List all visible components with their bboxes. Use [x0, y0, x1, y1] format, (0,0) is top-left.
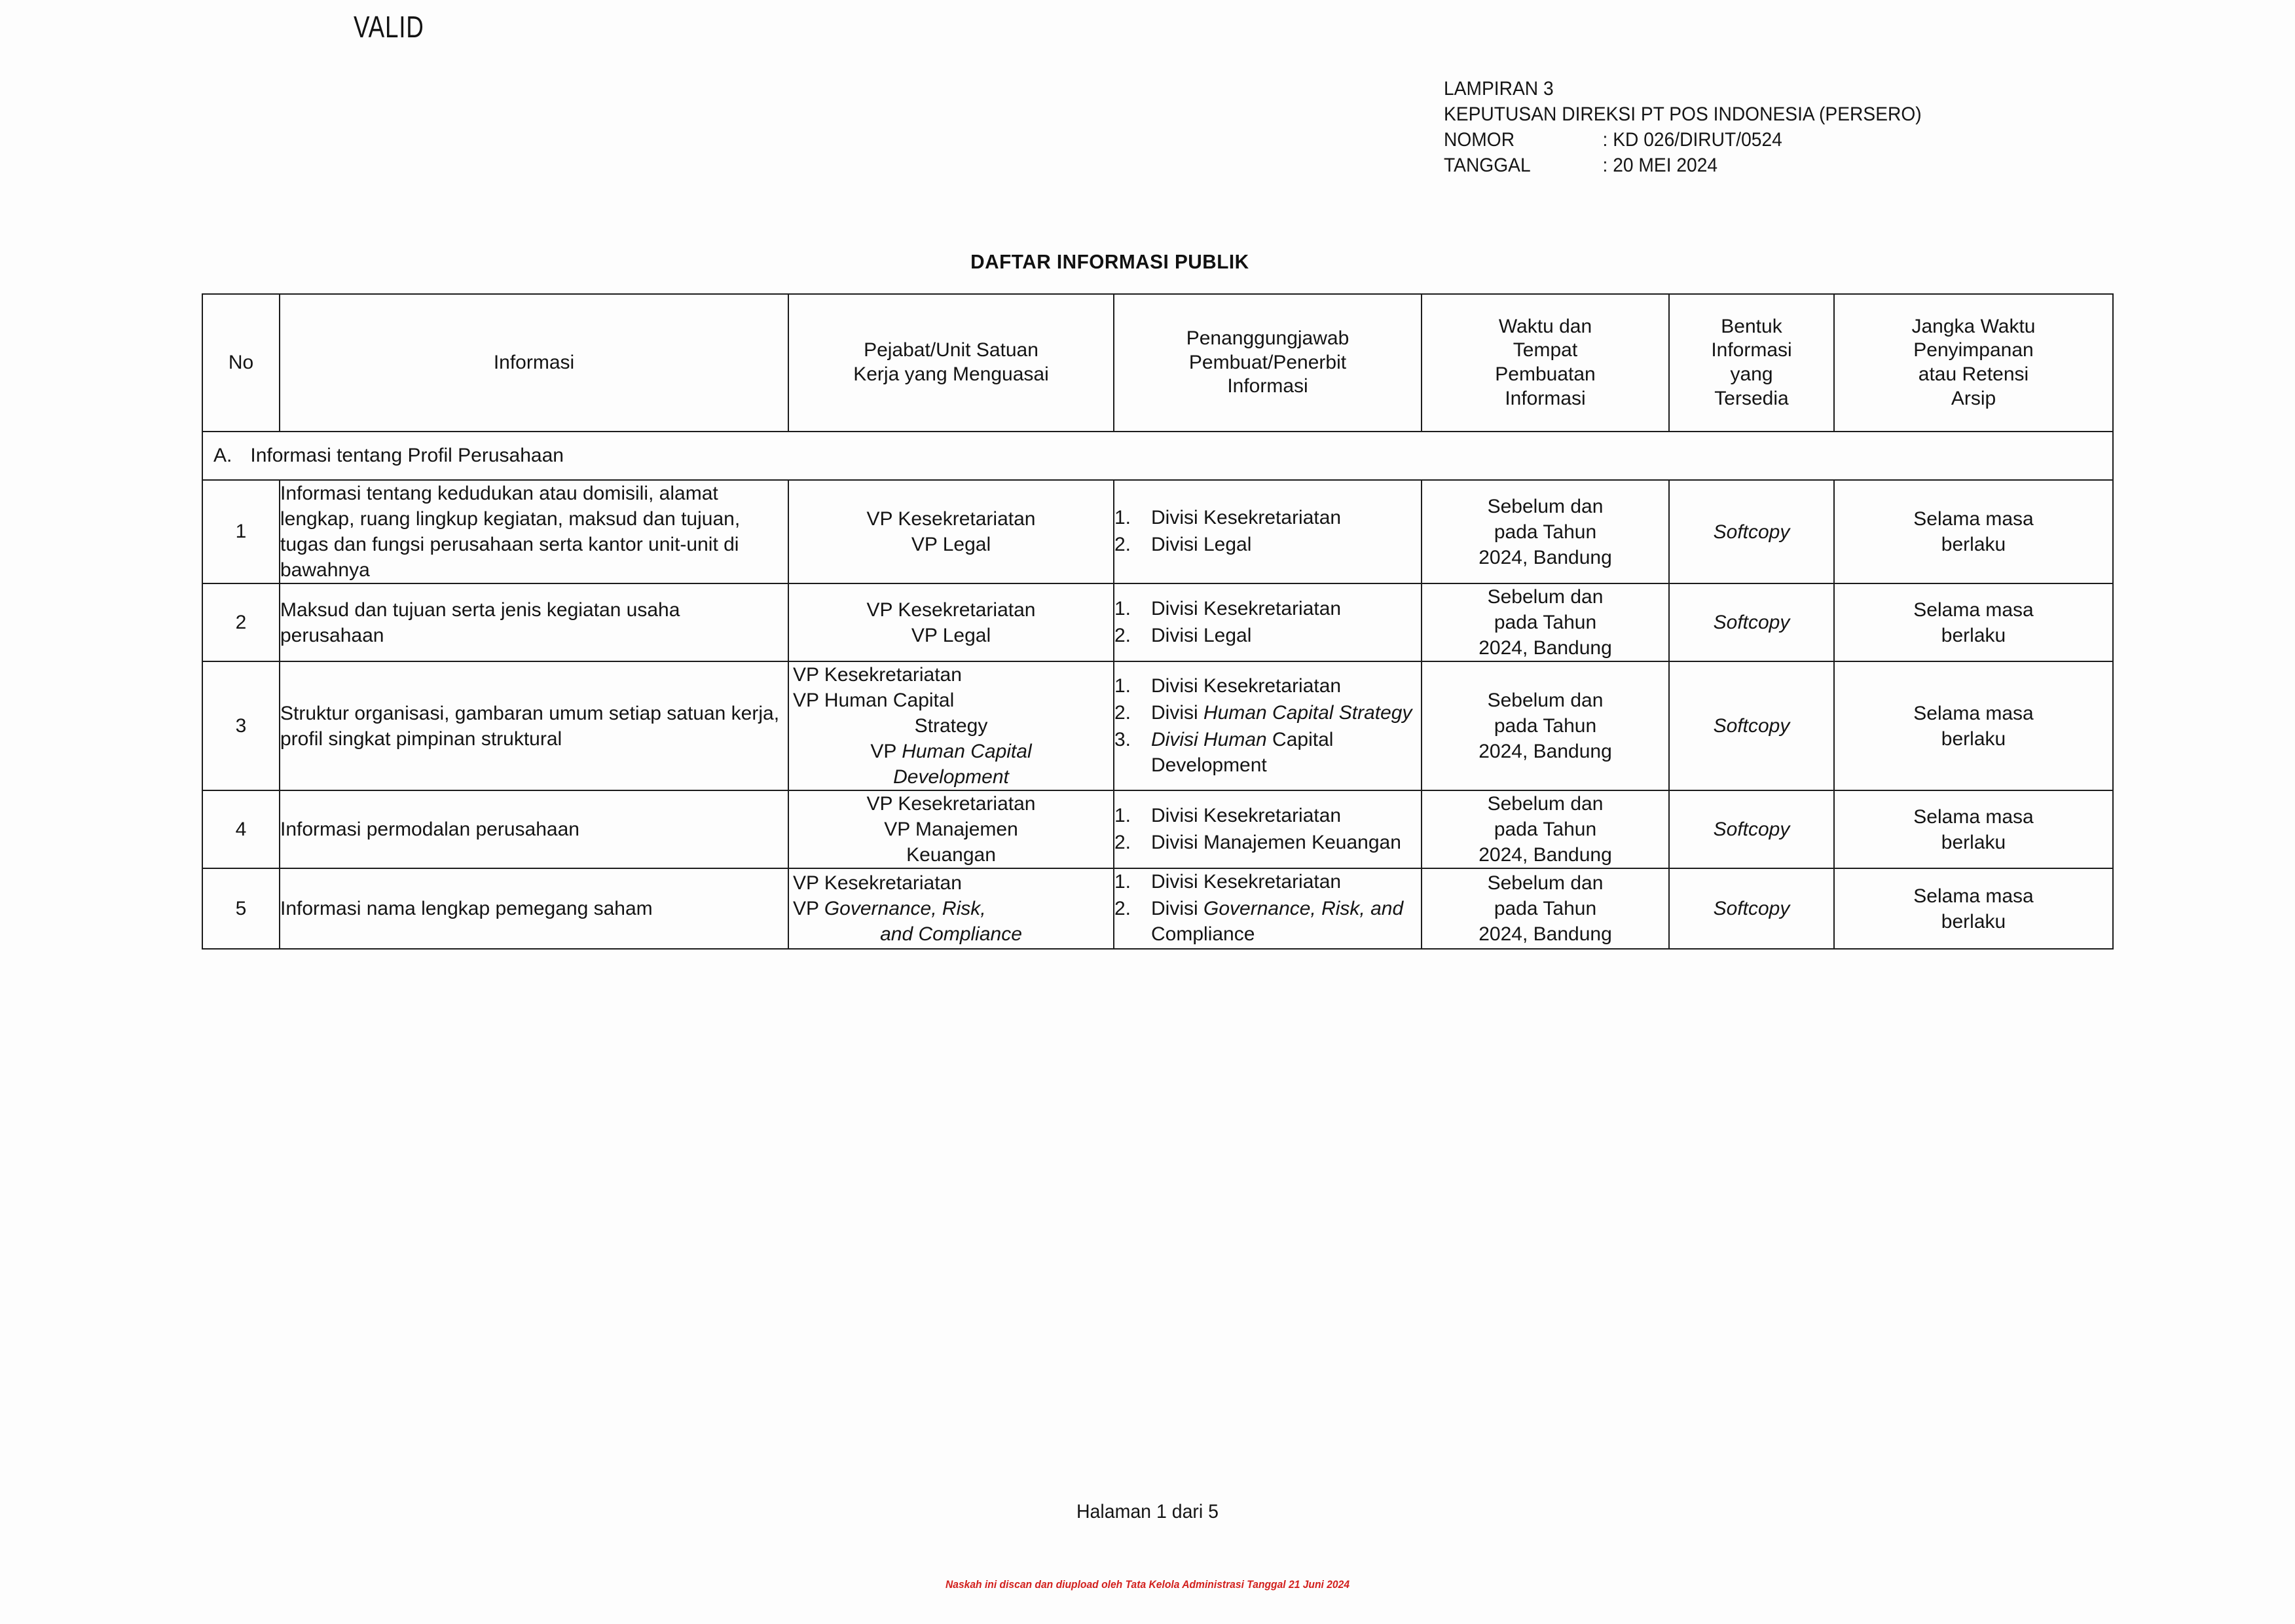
- cell-pejabat: [788, 868, 1114, 949]
- header-line: Tersedia: [1714, 387, 1789, 409]
- cell-no: 4: [202, 790, 280, 868]
- cell-line: Sebelum dan: [1487, 690, 1604, 711]
- list-text: Divisi Governance, Risk, and Compliance: [1151, 898, 1404, 945]
- header-line: atau Retensi: [1918, 363, 2029, 385]
- table-row: [202, 790, 2113, 868]
- column-header-informasi: Informasi: [280, 294, 788, 432]
- list-item: [1114, 896, 1421, 947]
- list-marker: 1.: [1114, 804, 1131, 826]
- cell-jangka: [1834, 480, 2113, 583]
- list-item: [1114, 869, 1421, 895]
- cell-penanggungjawab: [1114, 583, 1422, 661]
- table-body: [202, 432, 2113, 949]
- cell-penanggungjawab: [1114, 661, 1422, 790]
- page-title-text: DAFTAR INFORMASI PUBLIK: [970, 250, 1249, 273]
- cell-bentuk: [1669, 480, 1834, 583]
- table-row: [202, 480, 2113, 583]
- list-marker: 2.: [1114, 831, 1131, 853]
- cell-line: 2024, Bandung: [1478, 923, 1612, 945]
- pejabat-line: VP Kesekretariatan: [793, 872, 962, 894]
- cell-jangka: [1834, 661, 2113, 790]
- header-line: Informasi: [1227, 375, 1308, 397]
- bentuk-value: Softcopy: [1713, 521, 1790, 543]
- list-text: Divisi Kesekretariatan: [1151, 871, 1342, 893]
- page-number-footer: Halaman 1 dari 5: [1076, 1501, 1219, 1522]
- cell-jangka: [1834, 868, 2113, 949]
- column-header-pejabat-lines: [789, 339, 1113, 386]
- list-marker: 1.: [1114, 674, 1131, 697]
- header-line: Bentuk: [1721, 315, 1782, 337]
- cell-pejabat: [788, 790, 1114, 868]
- list-marker: 1.: [1114, 507, 1131, 528]
- cell-penanggungjawab: [1114, 480, 1422, 583]
- cell-line: berlaku: [1941, 624, 2006, 646]
- cell-line: pada Tahun: [1494, 521, 1597, 543]
- section-cell: [202, 432, 2113, 480]
- column-header-bentuk-lines: [1670, 315, 1833, 411]
- tanggal-line: [1444, 153, 1922, 178]
- cell-no: 3: [202, 661, 280, 790]
- pejabat-line: VP Legal: [911, 534, 991, 555]
- cell-waktu: [1422, 868, 1669, 949]
- header-line: Pembuat/Penerbit: [1188, 351, 1347, 373]
- pejabat-line: Strategy: [914, 715, 988, 737]
- valid-stamp: VALID: [354, 10, 424, 44]
- public-information-table-wrap: [202, 293, 2112, 950]
- list-marker: 2.: [1114, 701, 1131, 724]
- cell-penanggungjawab: [1114, 790, 1422, 868]
- cell-informasi: Informasi tentang kedudukan atau domisili, alamat lengkap, ruang lingkup kegiatan, maksud dan tujuan, tugas dan fungsi perusahaan serta kantor unit-unit di bawahnya: [280, 480, 788, 583]
- column-header-no: No: [202, 294, 280, 432]
- cell-informasi: Maksud dan tujuan serta jenis kegiatan usaha perusahaan: [280, 583, 788, 661]
- pejabat-line: VP Kesekretariatan: [793, 664, 962, 686]
- cell-line: berlaku: [1941, 910, 2006, 932]
- cell-waktu: [1422, 583, 1669, 661]
- bentuk-value: Softcopy: [1713, 612, 1790, 633]
- cell-line: pada Tahun: [1494, 898, 1597, 919]
- list-text: Divisi Human Capital Development: [1151, 728, 1334, 776]
- column-header-jangka-lines: [1835, 315, 2112, 411]
- list-marker: 1.: [1114, 597, 1131, 619]
- cell-line: Sebelum dan: [1487, 586, 1604, 608]
- cell-line: Sebelum dan: [1487, 793, 1604, 815]
- cell-informasi: Struktur organisasi, gambaran umum setiap satuan kerja, profil singkat pimpinan struktural: [280, 661, 788, 790]
- table-header: [202, 294, 2113, 432]
- cell-line: Sebelum dan: [1487, 495, 1604, 517]
- cell-no: 5: [202, 868, 280, 949]
- cell-jangka: [1834, 790, 2113, 868]
- pejabat-line: VP Human Capital: [793, 690, 955, 711]
- list-text: Divisi Kesekretariatan: [1151, 597, 1342, 619]
- table-header-row: [202, 294, 2113, 432]
- pejabat-line: VP Kesekretariatan: [866, 599, 1036, 621]
- header-line: Waktu dan: [1498, 315, 1592, 337]
- list-item: [1114, 700, 1421, 726]
- document-header-block: [1444, 76, 1922, 178]
- column-header-penanggungjawab-lines: [1114, 327, 1421, 399]
- cell-line: pada Tahun: [1494, 819, 1597, 840]
- list-text: Divisi Legal: [1151, 624, 1252, 646]
- cell-line: Selama masa: [1913, 599, 2034, 621]
- cell-waktu: [1422, 661, 1669, 790]
- header-line: Pejabat/Unit Satuan: [864, 339, 1038, 361]
- cell-waktu: [1422, 480, 1669, 583]
- header-line: Pembuatan: [1495, 363, 1596, 385]
- cell-line: Selama masa: [1913, 805, 2034, 828]
- pejabat-line: and Compliance: [880, 923, 1022, 945]
- list-text: Divisi Kesekretariatan: [1151, 507, 1342, 528]
- column-header-penanggungjawab: [1114, 294, 1422, 432]
- list-text: Divisi Kesekretariatan: [1151, 674, 1342, 697]
- header-line: Penanggungjawab: [1186, 327, 1349, 350]
- cell-pejabat: [788, 480, 1114, 583]
- list-item: [1114, 505, 1421, 530]
- header-line: Informasi: [1505, 387, 1586, 409]
- pejabat-line: VP Kesekretariatan: [866, 508, 1036, 530]
- header-line: Arsip: [1951, 387, 1996, 409]
- cell-line: Selama masa: [1913, 702, 2034, 724]
- cell-line: pada Tahun: [1494, 715, 1597, 737]
- list-marker: 2.: [1114, 624, 1131, 646]
- column-header-jangka: [1834, 294, 2113, 432]
- list-text: Divisi Manajemen Keuangan: [1151, 831, 1401, 853]
- cell-bentuk: [1669, 661, 1834, 790]
- cell-bentuk: [1669, 868, 1834, 949]
- cell-bentuk: [1669, 790, 1834, 868]
- section-row: [202, 432, 2113, 480]
- tanggal-key: TANGGAL: [1444, 155, 1531, 176]
- header-line: Penyimpanan: [1913, 339, 2034, 361]
- list-item: [1114, 727, 1421, 778]
- keputusan-line: KEPUTUSAN DIREKSI PT POS INDONESIA (PERSERO): [1444, 103, 1922, 125]
- pejabat-line: VP Legal: [911, 624, 991, 646]
- header-line: yang: [1730, 363, 1773, 385]
- list-marker: 3.: [1114, 728, 1131, 750]
- section-letter: A.: [213, 445, 232, 466]
- cell-line: 2024, Bandung: [1478, 741, 1612, 762]
- list-item: [1114, 596, 1421, 621]
- list-marker: 1.: [1114, 871, 1131, 893]
- cell-line: berlaku: [1941, 534, 2006, 555]
- section-label: Informasi tentang Profil Perusahaan: [250, 445, 564, 466]
- column-header-waktu-lines: [1422, 315, 1668, 411]
- pejabat-line: VP Kesekretariatan: [866, 793, 1036, 815]
- list-item: [1114, 803, 1421, 828]
- pejabat-line: Keuangan: [906, 844, 996, 866]
- bentuk-value: Softcopy: [1713, 819, 1790, 840]
- page-title: [46, 250, 2249, 274]
- pejabat-line: VP Manajemen: [884, 819, 1018, 840]
- pejabat-line: VP Governance, Risk,: [793, 898, 986, 919]
- cell-waktu: [1422, 790, 1669, 868]
- list-text: Divisi Kesekretariatan: [1151, 804, 1342, 826]
- cell-line: 2024, Bandung: [1478, 844, 1612, 866]
- cell-pejabat: [788, 661, 1114, 790]
- cell-line: pada Tahun: [1494, 612, 1597, 633]
- nomor-line: [1444, 127, 1922, 153]
- table-row: [202, 661, 2113, 790]
- cell-line: berlaku: [1941, 728, 2006, 750]
- cell-line: Selama masa: [1913, 508, 2034, 530]
- header-line: Jangka Waktu: [1911, 315, 2036, 337]
- lampiran-line: LAMPIRAN 3: [1444, 78, 1554, 100]
- scan-upload-note: Naskah ini discan dan diupload oleh Tata Kelola Administrasi Tanggal 21 Juni 2024: [945, 1578, 1350, 1591]
- header-line: Informasi: [1711, 339, 1792, 361]
- cell-informasi: Informasi permodalan perusahaan: [280, 790, 788, 868]
- cell-line: Sebelum dan: [1487, 872, 1604, 894]
- cell-line: 2024, Bandung: [1478, 546, 1612, 568]
- cell-line: 2024, Bandung: [1478, 637, 1612, 659]
- cell-penanggungjawab: [1114, 868, 1422, 949]
- table-row: [202, 583, 2113, 661]
- cell-pejabat: [788, 583, 1114, 661]
- table-row: [202, 868, 2113, 949]
- column-header-pejabat: [788, 294, 1114, 432]
- nomor-key: NOMOR: [1444, 129, 1515, 151]
- column-header-waktu: [1422, 294, 1669, 432]
- header-line: Kerja yang Menguasai: [853, 363, 1049, 385]
- cell-informasi: Informasi nama lengkap pemegang saham: [280, 868, 788, 949]
- cell-no: 1: [202, 480, 280, 583]
- tanggal-value: : 20 MEI 2024: [1602, 155, 1718, 176]
- bentuk-value: Softcopy: [1713, 898, 1790, 919]
- nomor-value: : KD 026/DIRUT/0524: [1602, 129, 1782, 151]
- list-item: [1114, 673, 1421, 699]
- cell-line: Selama masa: [1913, 885, 2034, 907]
- column-header-bentuk: [1669, 294, 1834, 432]
- pejabat-line: VP Human Capital: [870, 741, 1032, 762]
- cell-bentuk: [1669, 583, 1834, 661]
- list-marker: 2.: [1114, 534, 1131, 555]
- list-item: [1114, 623, 1421, 648]
- public-information-table: [202, 293, 2114, 950]
- list-item: [1114, 532, 1421, 557]
- list-text: Divisi Legal: [1151, 534, 1252, 555]
- cell-line: berlaku: [1941, 831, 2006, 853]
- list-marker: 2.: [1114, 898, 1131, 919]
- header-line: Tempat: [1513, 339, 1578, 361]
- cell-no: 2: [202, 583, 280, 661]
- pejabat-line: Development: [893, 766, 1009, 788]
- list-item: [1114, 830, 1421, 855]
- list-text: Divisi Human Capital Strategy: [1151, 701, 1412, 724]
- cell-jangka: [1834, 583, 2113, 661]
- bentuk-value: Softcopy: [1713, 715, 1790, 737]
